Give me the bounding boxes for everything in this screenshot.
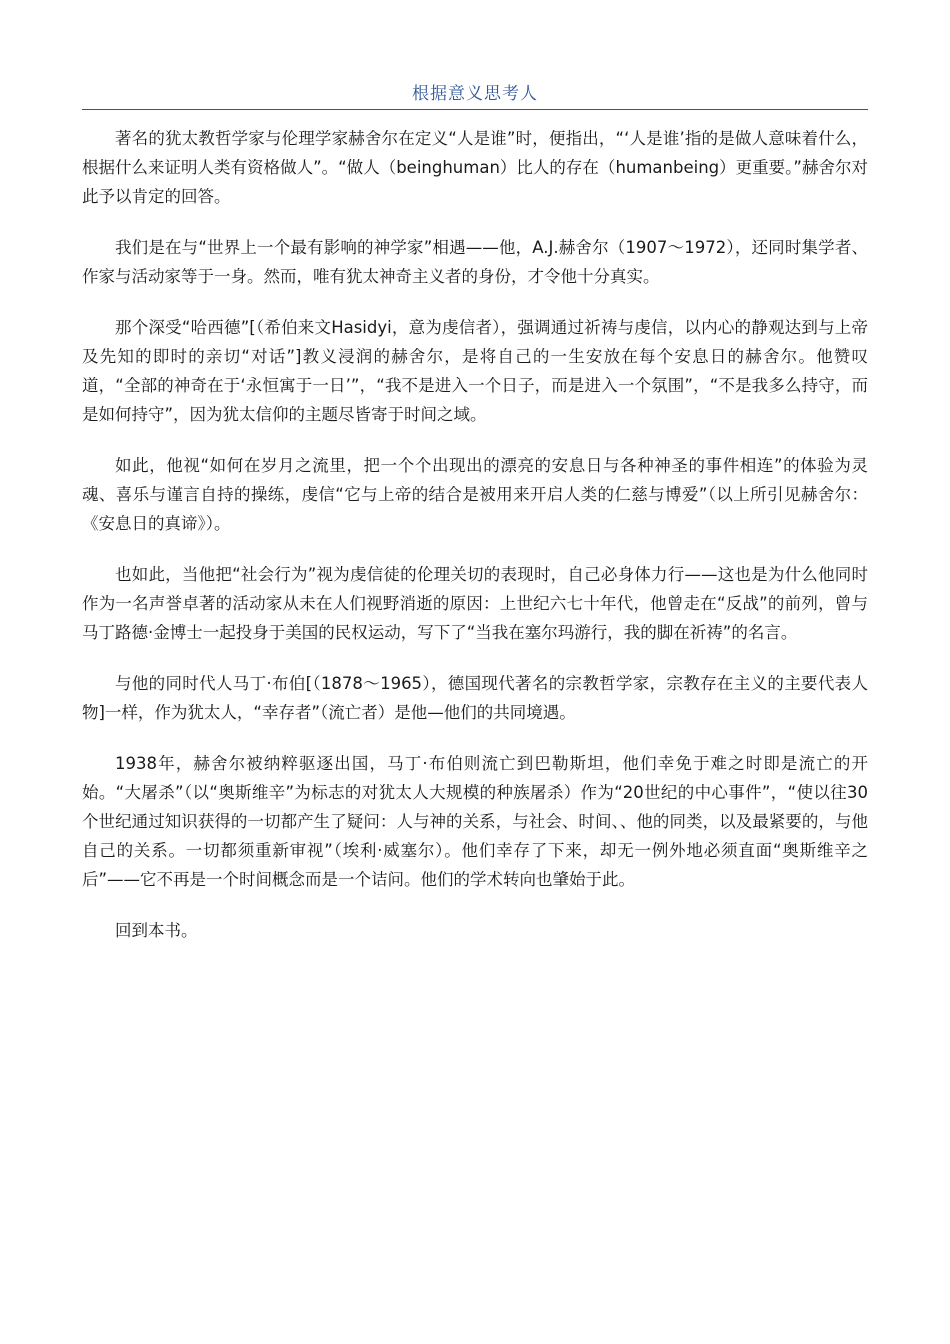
body-text	[82, 124, 868, 967]
paragraph-4: 如此，他视“如何在岁月之流里，把一个个出现出的漂亮的安息日与各种神圣的事件相连”的体验为灵魂、喜乐与谨言自持的操练，虔信“它与上帝的结合是被用来开启人类的仁慈与博爱”（以上所引见赫舍尔：《安息日的真谛》）。	[82, 456, 868, 533]
paragraph-3: 那个深受“哈西德”[（希伯来文Hasidyi，意为虔信者），强调通过祈祷与虔信，以内心的静观达到与上帝及先知的即时的亲切“对话”]教义浸润的赫舍尔，是将自己的一生安放在每个安息日的赫舍尔。他赞叹道，“全部的神奇在于‘永恒寓于一日’”，“我不是进入一个日子，而是进入一个氛围”，“不是我多么持守，而是如何持守”，因为犹太信仰的主题尽皆寄于时间之域。	[82, 318, 868, 424]
paragraph-6: 与他的同时代人马丁·布伯[（1878～1965），德国现代著名的宗教哲学家，宗教存在主义的主要代表人物]一样，作为犹太人，“幸存者”（流亡者）是他—他们的共同境遇。	[82, 674, 868, 722]
paragraph-7: 1938年，赫舍尔被纳粹驱逐出国，马丁·布伯则流亡到巴勒斯坦，他们幸免于难之时即是流亡的开始。“大屠杀”（以“奥斯维辛”为标志的对犹太人大规模的种族屠杀）作为“20世纪的中心事件”，“使以往30个世纪通过知识获得的一切都产生了疑问：人与神的关系，与社会、时间、、他的同类，以及最紧要的，与他自己的关系。一切都须重新审视”（埃利·威塞尔）。他们幸存了下来，却无一例外地必须直面“奥斯维辛之后”——它不再是一个时间概念而是一个诘问。他们的学术转向也肇始于此。	[82, 754, 868, 889]
paragraph-8: 回到本书。	[115, 921, 198, 940]
paragraph-5: 也如此，当他把“社会行为”视为虔信徒的伦理关切的表现时，自己必身体力行——这也是为什么他同时作为一名声誉卓著的活动家从未在人们视野消逝的原因：上世纪六七十年代，他曾走在“反战”的前列，曾与马丁路德·金博士一起投身于美国的民权运动，写下了“当我在塞尔玛游行，我的脚在祈祷”的名言。	[82, 565, 868, 642]
page-title: 根据意义思考人	[412, 84, 538, 104]
paragraph-1: 著名的犹太教哲学家与伦理学家赫舍尔在定义“人是谁”时，便指出，“‘人是谁’指的是做人意味着什么，根据什么来证明人类有资格做人”。“做人（beinghuman）比人的存在（humanbeing）更重要。”赫舍尔对此予以肯定的回答。	[82, 129, 868, 206]
paragraph-2: 我们是在与“世界上一个最有影响的神学家”相遇——他，A.J.赫舍尔（1907～1972），还同时集学者、作家与活动家等于一身。然而，唯有犹太神奇主义者的身份，才令他十分真实。	[82, 238, 868, 286]
title-divider	[82, 109, 868, 110]
